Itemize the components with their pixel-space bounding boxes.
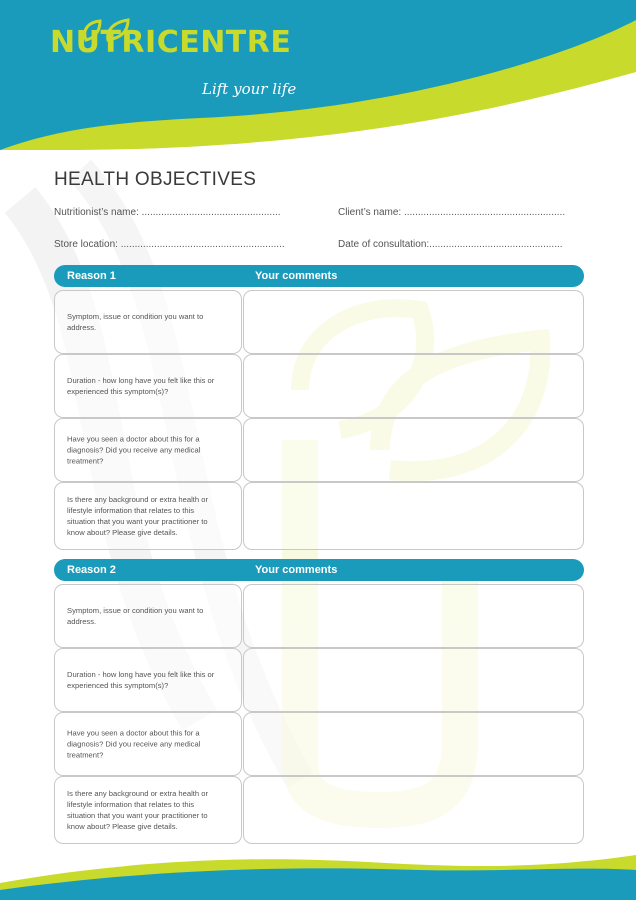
comment-input[interactable] xyxy=(243,482,584,550)
comments-label: Your comments xyxy=(255,564,338,576)
brand-logo xyxy=(50,25,297,98)
nutritionist-name-field[interactable]: Nutritionist’s name: .................................................. xyxy=(54,207,281,218)
section-header-reason-2 xyxy=(54,559,584,581)
question-cell: Have you seen a doctor about this for a diagnosis? Did you receive any medical treatment? xyxy=(54,712,242,776)
question-cell: Duration - how long have you felt like this or experienced this symptom(s)? xyxy=(54,354,242,418)
comment-input[interactable] xyxy=(243,290,584,354)
question-cell: Is there any background or extra health or lifestyle information that relates to this situation that you want your practitioner to know about? Please give details. xyxy=(54,482,242,550)
question-row xyxy=(54,418,584,482)
reason-label: Reason 2 xyxy=(67,564,116,576)
comment-input[interactable] xyxy=(243,712,584,776)
question-row xyxy=(54,290,584,354)
question-cell: Symptom, issue or condition you want to address. xyxy=(54,584,242,648)
question-cell: Duration - how long have you felt like this or experienced this symptom(s)? xyxy=(54,648,242,712)
leaf-logo-icon xyxy=(78,18,134,42)
brand-name: NUTRICENTRE xyxy=(50,25,292,60)
comment-input[interactable] xyxy=(243,354,584,418)
question-row xyxy=(54,648,584,712)
comment-input[interactable] xyxy=(243,584,584,648)
reason-label: Reason 1 xyxy=(67,270,116,282)
client-name-field[interactable]: Client’s name: .......................................................... xyxy=(338,207,566,218)
comment-input[interactable] xyxy=(243,418,584,482)
comments-label: Your comments xyxy=(255,270,338,282)
question-cell: Is there any background or extra health or lifestyle information that relates to this situation that you want your practitioner to know about? Please give details. xyxy=(54,776,242,844)
store-location-field[interactable]: Store location: ........................................................... xyxy=(54,239,285,250)
comment-input[interactable] xyxy=(243,648,584,712)
question-row xyxy=(54,482,584,550)
question-row xyxy=(54,776,584,844)
question-cell: Symptom, issue or condition you want to address. xyxy=(54,290,242,354)
page-title: HEALTH OBJECTIVES xyxy=(54,169,257,190)
comment-input[interactable] xyxy=(243,776,584,844)
question-cell: Have you seen a doctor about this for a diagnosis? Did you receive any medical treatment? xyxy=(54,418,242,482)
question-row xyxy=(54,584,584,648)
date-of-consultation-field[interactable]: Date of consultation:................................................ xyxy=(338,239,563,250)
question-row xyxy=(54,354,584,418)
section-header-reason-1 xyxy=(54,265,584,287)
question-row xyxy=(54,712,584,776)
brand-tagline: Lift your life xyxy=(202,80,297,98)
